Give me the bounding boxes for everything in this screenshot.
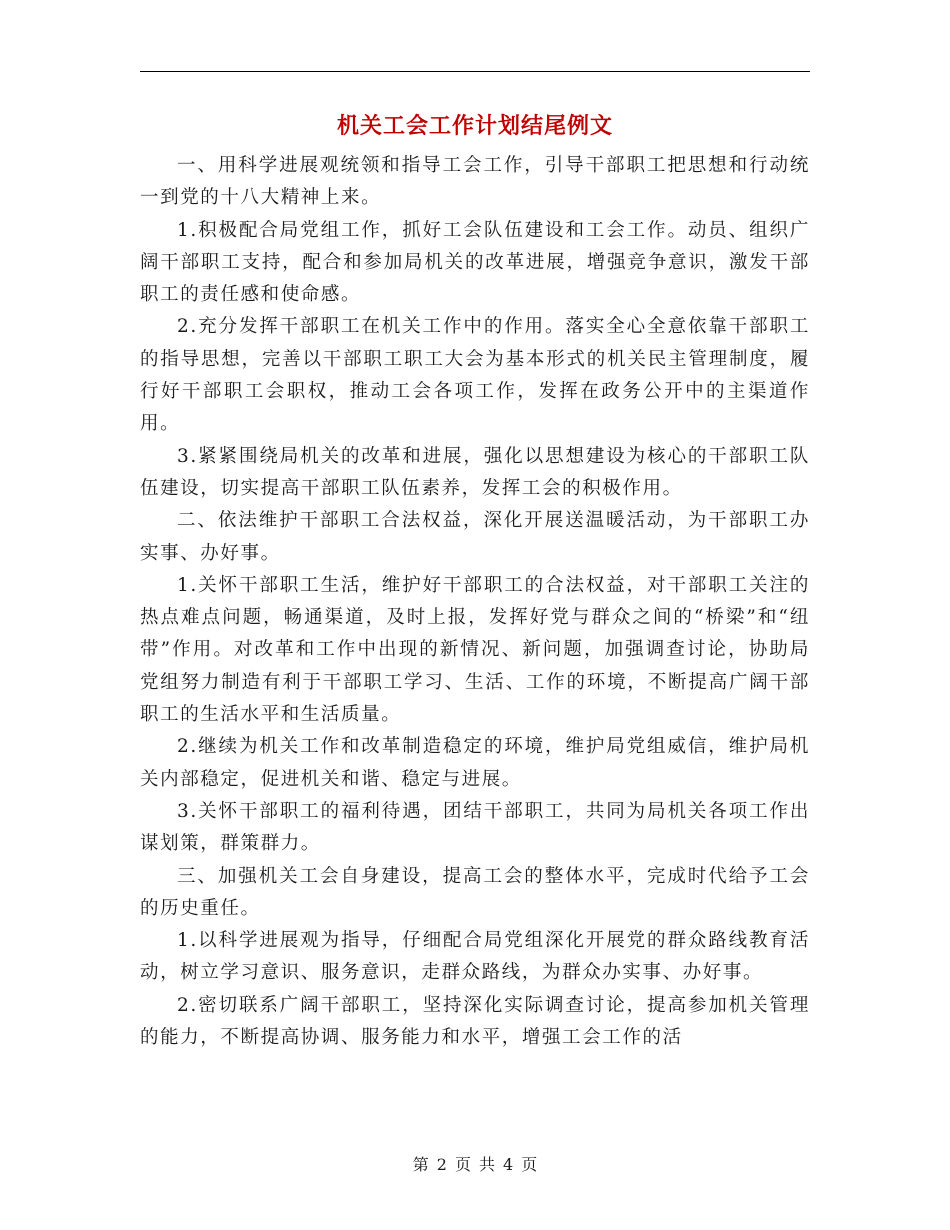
paragraph-item-3-1: 1.以科学进展观为指导，仔细配合局党组深化开展党的群众路线教育活动，树立学习意识、服务意识，走群众路线，为群众办实事、办好事。 bbox=[140, 930, 810, 984]
header-rule bbox=[140, 71, 810, 72]
document-body bbox=[140, 150, 810, 1054]
paragraph-item-2-1: 1.关怀干部职工生活，维护好干部职工的合法权益，对干部职工关注的热点难点问题，畅通渠道，及时上报，发挥好党与群众之间的“桥梁”和“纽带”作用。对改革和工作中出现的新情况、新问题，加强调查讨论，协助局党组努力制造有利于干部职工学习、生活、工作的环境，不断提高广阔干部职工的生活水平和生活质量。 bbox=[140, 574, 810, 726]
page-footer bbox=[0, 1153, 950, 1177]
footer-current-page: 2 bbox=[436, 1155, 447, 1174]
paragraph-section-2: 二、依法维护干部职工合法权益，深化开展送温暖活动，为干部职工办实事、办好事。 bbox=[140, 510, 810, 564]
footer-total-pages: 4 bbox=[503, 1155, 514, 1174]
footer-page-word: 页 bbox=[454, 1155, 471, 1174]
paragraph-item-1-1: 1.积极配合局党组工作，抓好工会队伍建设和工会工作。动员、组织广阔干部职工支持，配合和参加局机关的改革进展，增强竞争意识，激发干部职工的责任感和使命感。 bbox=[140, 219, 810, 306]
paragraph-item-2-3: 3.关怀干部职工的福利待遇，团结干部职工，共同为局机关各项工作出谋划策，群策群力。 bbox=[140, 800, 810, 855]
paragraph-section-3: 三、加强机关工会自身建设，提高工会的整体水平，完成时代给予工会的历史重任。 bbox=[140, 865, 810, 919]
paragraph-item-2-2: 2.继续为机关工作和改革制造稳定的环境，维护局党组威信，维护局机关内部稳定，促进机关和谐、稳定与进展。 bbox=[140, 736, 810, 790]
footer-prefix: 第 bbox=[412, 1155, 429, 1174]
paragraph-item-1-2: 2.充分发挥干部职工在机关工作中的作用。落实全心全意依靠干部职工的指导思想，完善以干部职工职工大会为基本形式的机关民主管理制度，履行好干部职工会职权，推动工会各项工作，发挥在政务公开中的主渠道作用。 bbox=[140, 316, 810, 435]
paragraph-item-1-3: 3.紧紧围绕局机关的改革和进展，强化以思想建设为核心的干部职工队伍建设，切实提高干部职工队伍素养，发挥工会的积极作用。 bbox=[140, 445, 810, 499]
document-title: 机关工会工作计划结尾例文 bbox=[336, 113, 613, 139]
footer-suffix: 页 bbox=[521, 1155, 538, 1174]
paragraph-item-3-2: 2.密切联系广阔干部职工，坚持深化实际调查讨论，提高参加机关管理的能力，不断提高协调、服务能力和水平，增强工会工作的活 bbox=[140, 994, 810, 1049]
paragraph-section-1: 一、用科学进展观统领和指导工会工作，引导干部职工把思想和行动统一到党的十八大精神上来。 bbox=[140, 155, 810, 209]
footer-total-word: 共 bbox=[479, 1155, 496, 1174]
